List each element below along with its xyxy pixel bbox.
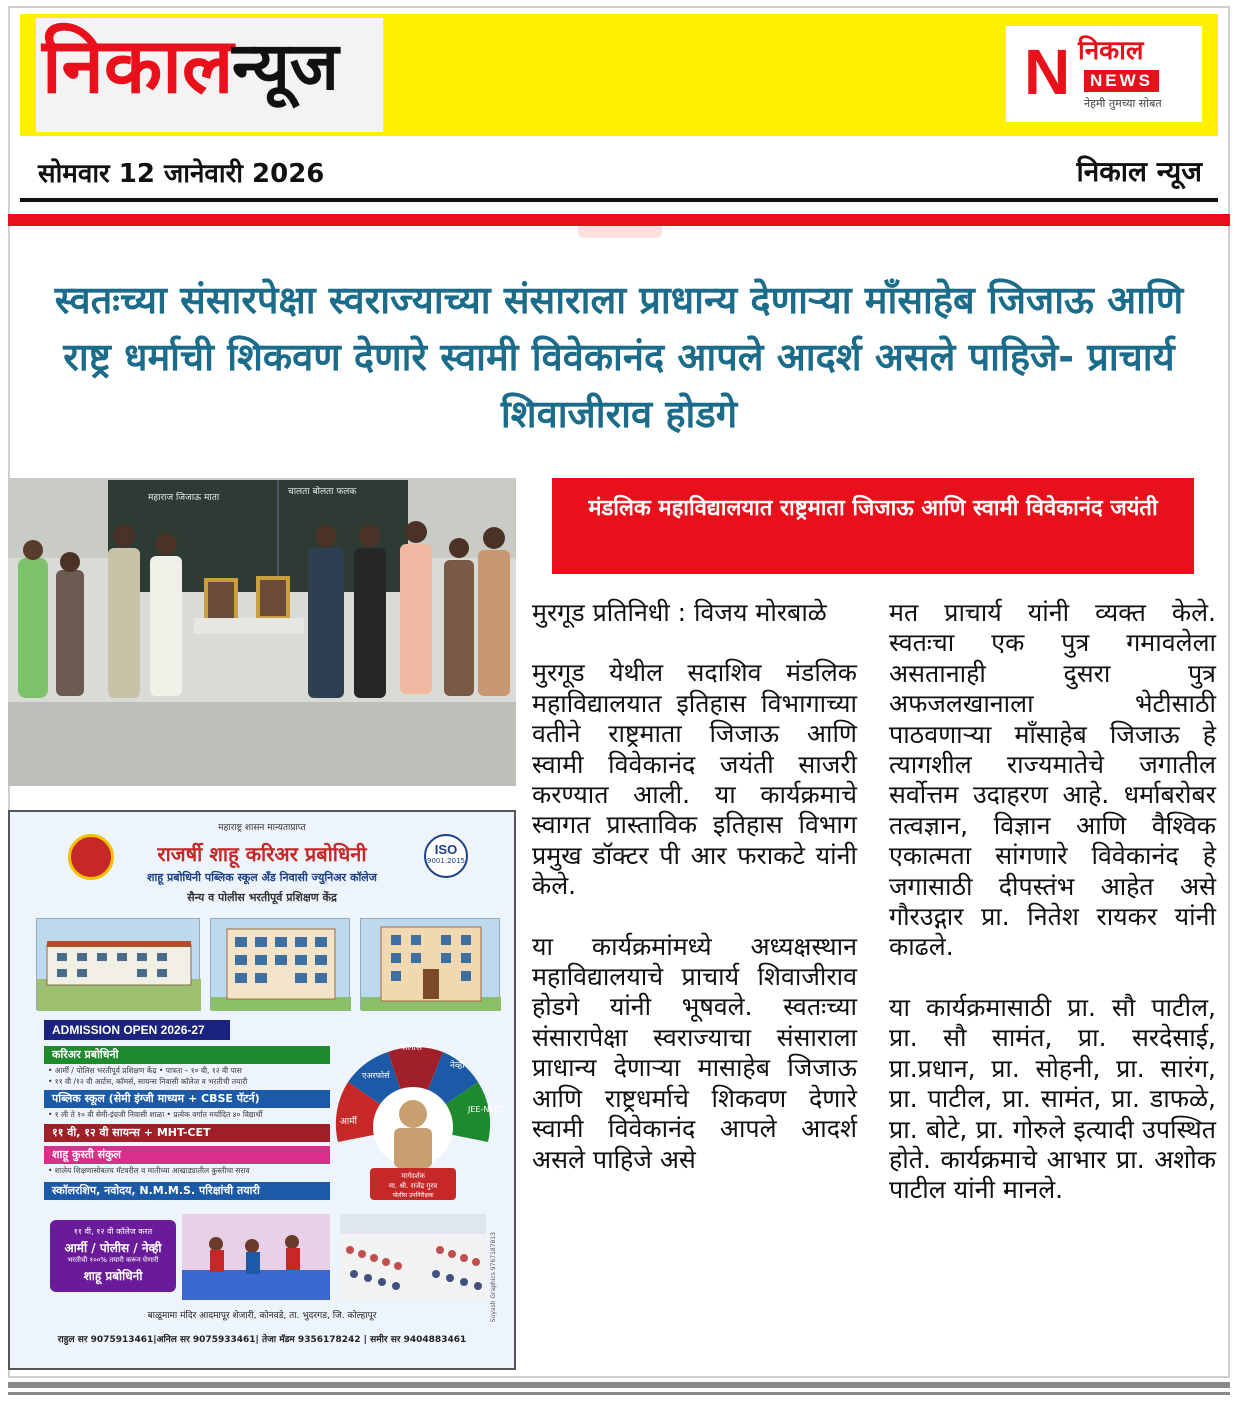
assembly-photo [340, 1214, 486, 1300]
advertisement [8, 810, 516, 1370]
ad-note-1: • आर्मी / पोलिस भरतीपूर्व प्रशिक्षण केंद्र • पात्रता – १० वी, १२ वी पास [48, 1066, 242, 1075]
building-image-2 [210, 918, 350, 1010]
career-wheel [328, 1042, 505, 1206]
building-image-3 [360, 918, 500, 1010]
article-column-left [532, 598, 857, 1205]
guide-name: मा. श्री. राजेंद्र गुरव [388, 1182, 438, 1190]
sub-headline: मंडलिक महाविद्यालयात राष्ट्रमाता जिजाऊ आणि स्वामी विवेकानंद जयंती [552, 478, 1194, 574]
logo-tagline: नेहमी तुमच्या सोबत [1084, 97, 1162, 110]
ad-band-wrestling: शाहू कुस्ती संकुल [44, 1146, 330, 1164]
admission-open-banner: ADMISSION OPEN 2026-27 [44, 1020, 230, 1040]
logo-n-letter: N [1024, 36, 1071, 108]
ad-note-2: • ११ वी /१२ वी आर्टस, कॉमर्स, सायन्स निवासी कॉलेज व भरतीची तयारी [48, 1077, 248, 1086]
promo-line-3: भरतीची १००% तयारी करून घेणारी [67, 1256, 159, 1264]
ad-subtitle-2: सैन्य व पोलीस भरतीपूर्व प्रशिक्षण केंद्र [187, 891, 337, 904]
wheel-army: आर्मी [340, 1117, 357, 1127]
ad-address: बाळूमामा मंदिर आदमापूर शेजारी, कोनवडे, ता. भुदरगड, जि. कोल्हापूर [147, 1311, 377, 1321]
date-line: सोमवार 12 जानेवारी 2026 [38, 159, 325, 189]
iso-number: 9001:2015 [427, 857, 465, 865]
guide-label: मार्गदर्शक [401, 1172, 425, 1180]
ad-band-science: ११ वी, १२ वी सायन्स + MHT-CET [44, 1124, 330, 1142]
brand-word-red: निकाल [42, 21, 234, 110]
article-column-right [889, 598, 1216, 1236]
ad-design-credit: Suyash Graphics 9767187813 [490, 1232, 497, 1323]
ad-note-4: • शालेय शिक्षणासोबतच मॅटवरील व मातीच्या आखाड्यातील कुस्तीचा सराव [48, 1166, 250, 1175]
article-paragraph: मुरगूड येथील सदाशिव मंडलिक महाविद्यालयात इतिहास विभागाच्या वतीने राष्ट्रमाता जिजाऊ आणि स्वामी विवेकानंद जयंती साजरी करण्यात आली. या कार्यक्रमाचे स्वागत प्रास्ताविक इतिहास विभाग प्रमुख डॉक्टर पी आर फराकटे यांनी केले. [532, 658, 857, 901]
ad-top-line: महाराष्ट्र शासन मान्यताप्राप्त [218, 823, 306, 833]
board-text-left: महाराज जिजाऊ माता [148, 493, 220, 503]
wheel-navy: नेव्ही [450, 1061, 465, 1071]
promo-line-4: शाहू प्रबोधिनी [83, 1269, 143, 1283]
promo-line-1: ११ वी, १२ वी कॉलेज करत [73, 1227, 153, 1236]
wheel-jee-neet: JEE-NEET [468, 1105, 505, 1114]
ad-promo-box [50, 1220, 176, 1292]
brand-wordmark [36, 18, 384, 132]
board-text-right: चालता बोलता फलक [288, 487, 357, 497]
article-paragraph: मत प्राचार्य यांनी व्यक्त केले. स्वतःचा एक पुत्र गमावलेला असतानाही दुसरा पुत्र अफजलखानाला भेटीसाठी पाठवणाऱ्या माँसाहेब जिजाऊ हे त्यागशील राज्यमातेचे जगातील सर्वोत्तम उदाहरण आहे. धर्माबरोबर तत्वज्ञान, विज्ञान आणि वैश्विक एकात्मता सांगणारे विवेकानंद हे जगासाठी दीपस्तंभ आहेत असे गौरउद्गार प्रा. नितेश रायकर यांनी काढले. [889, 598, 1216, 962]
masthead [20, 14, 1218, 136]
wheel-police: पोलीस [400, 1043, 422, 1053]
divider-tab [578, 226, 662, 238]
wrestling-photo [182, 1214, 330, 1300]
ad-phone-numbers: राहुल सर 9075913461|अनिल सर 9075933461| तेजा मॅडम 9356178242 | समीर सर 9404883461 [57, 1335, 467, 1345]
newspaper-logo [1006, 26, 1202, 122]
divider-black [20, 198, 1218, 202]
ad-band-scholarship: स्कॉलरशिप, नवोदय, N.M.M.S. परिक्षांची तयारी [44, 1182, 330, 1200]
footer-rule-thin [8, 1392, 1230, 1395]
brand-word-black: न्यूज [232, 28, 339, 105]
guide-title: पोलीस उपनिरीक्षक [392, 1192, 434, 1199]
event-photo [8, 478, 516, 786]
divider-red [8, 214, 1230, 226]
wheel-airforce: एअरफोर्स [362, 1071, 390, 1080]
footer-rule [8, 1382, 1230, 1388]
ad-band-school: पब्लिक स्कूल (सेमी इंग्जी माध्यम + CBSE पॅटर्न) [44, 1090, 330, 1108]
promo-line-2: आर्मी / पोलीस / नेव्ही [64, 1241, 162, 1255]
logo-news-badge: NEWS [1084, 70, 1159, 92]
paper-name: निकाल न्यूज [1076, 155, 1202, 188]
ad-subtitle: शाहू प्रबोधिनी पब्लिक स्कूल अँड निवासी ज्युनिअर कॉलेज [147, 871, 377, 884]
article-paragraph: या कार्यक्रमांमध्ये अध्यक्षस्थान महाविद्यालयाचे प्राचार्य शिवाजीराव होडगे यांनी भूषवले. स्वतःच्या संसारापेक्षा स्वराज्याचा संसाराला प्राधान्य देणाऱ्या मासाहेब जिजाऊ आणि राष्ट्रधर्माचे शिकवण देणारे स्वामी विवेकानंद आपले आदर्श असले पाहिजे असे [532, 931, 857, 1174]
ad-band-career: करिअर प्रबोधिनी [44, 1046, 330, 1064]
article-paragraph: या कार्यक्रमासाठी प्रा. सौ पाटील, प्रा. सौ सामंत, प्रा. सरदेसाई, प्रा.प्रधान, प्रा. सोहनी, प्रा. सारंग, प्रा. पाटील, प्रा. सामंत, प्रा. डाफळे, प्रा. बोटे, प्रा. गोरुले इत्यादी उपस्थित होते. कार्यक्रमाचे आभार प्रा. अशोक पाटील यांनी मानले. [889, 992, 1216, 1205]
building-image-1 [36, 918, 200, 1010]
ad-note-3: • १ ली ते १० वी सेमी-इंग्रजी निवासी शाळा • प्रत्येक वर्गात मर्यादित ४० विद्यार्थी [48, 1110, 263, 1119]
article-byline: मुरगूड प्रतिनिधी : विजय मोरबाळे [532, 598, 827, 627]
iso-label: ISO [434, 842, 458, 857]
logo-title: निकाल [1078, 36, 1144, 66]
ad-title: राजर्षी शाहू करिअर प्रबोधिनी [157, 842, 367, 866]
main-headline: स्वतःच्या संसारपेक्षा स्वराज्याच्या संसाराला प्राधान्य देणाऱ्या माँसाहेब जिजाऊ आणि राष्ट्र धर्माची शिकवण देणारे स्वामी विवेकानंद आपले आदर्श असले पाहिजे- प्राचार्य शिवाजीराव होडगे [54, 278, 1184, 436]
